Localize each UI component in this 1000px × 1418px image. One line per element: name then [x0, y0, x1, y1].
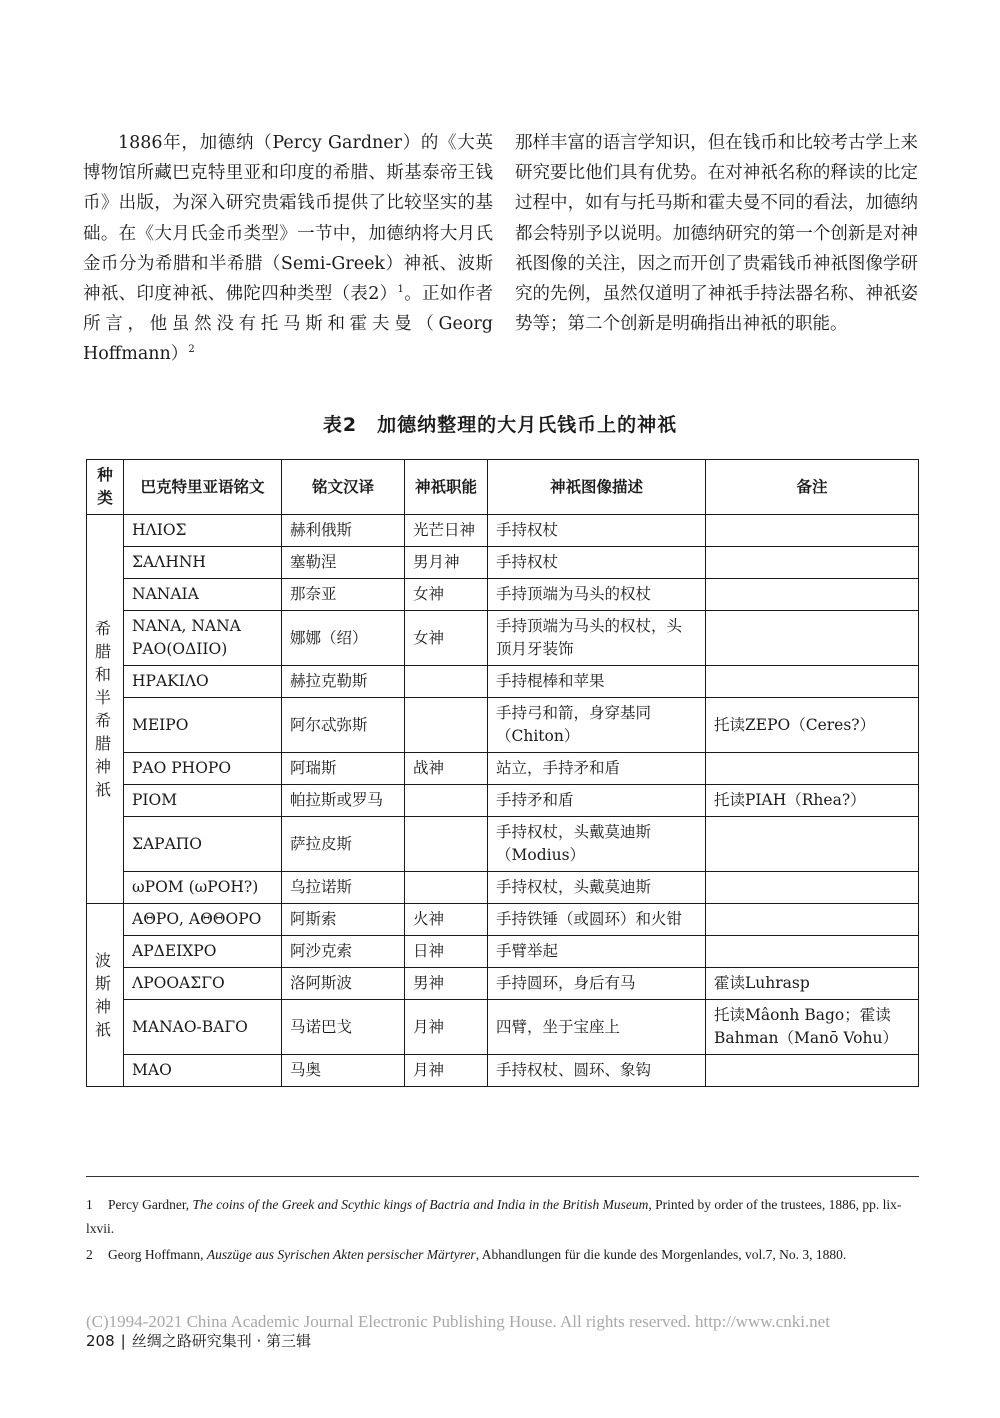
function-cell: 月神: [405, 1055, 488, 1087]
table-row: [87, 872, 919, 904]
function-cell: 男月神: [405, 547, 488, 579]
translation-cell: 赫利俄斯: [282, 515, 405, 547]
function-cell: 女神: [405, 611, 488, 666]
table-row: [87, 515, 919, 547]
function-cell: [405, 666, 488, 698]
table-row: [87, 936, 919, 968]
inscription-cell: ΑΘΡΟ, ΑΘΘΟΡΟ: [124, 904, 282, 936]
notes-cell: 霍读Luhrasp: [706, 968, 919, 1000]
notes-cell: [706, 1055, 919, 1087]
footnote-text: , Abhandlungen für die kunde des Morgenlandes, vol.7, No. 3, 1880.: [475, 1247, 847, 1262]
category-label: 波 斯 神 祇: [95, 951, 112, 1039]
table-row: [87, 1000, 919, 1055]
translation-cell: 乌拉诺斯: [282, 872, 405, 904]
table-header-row: [87, 460, 919, 515]
header-translation: 铭文汉译: [282, 460, 405, 515]
category-label: 希 腊 和 半 希 腊 神 祇: [95, 619, 112, 799]
body-paragraph: 那样丰富的语言学知识，但在钱币和比较考古学上来研究要比他们具有优势。在对神祇名称的释读的比定过程中，如有与托马斯和霍夫曼不同的看法，加德纳都会特别予以说明。加德纳研究的第一个创新是对神祇图像的关注，因之而开创了贵霜钱币神祇图像学研究的先例，虽然仅道明了神祇手持法器名称、神祇姿势等；第二个创新是明确指出神祇的职能。: [515, 133, 918, 335]
footnote-title: Auszüge aus Syrischen Akten persischer Märtyrer: [206, 1247, 476, 1262]
translation-cell: 马诺巴戈: [282, 1000, 405, 1055]
footnote-ref[interactable]: 1: [397, 284, 404, 296]
description-cell: 手持圆环，身后有马: [488, 968, 706, 1000]
description-cell: 手持顶端为马头的权杖: [488, 579, 706, 611]
translation-cell: 阿瑞斯: [282, 753, 405, 785]
table-row: [87, 547, 919, 579]
inscription-cell: ΡΙΟΜ: [124, 785, 282, 817]
inscription-cell: ΗΡΑΚΙΛΟ: [124, 666, 282, 698]
footnote-number: 2: [86, 1247, 93, 1262]
table-row: [87, 579, 919, 611]
translation-cell: 洛阿斯波: [282, 968, 405, 1000]
function-cell: [405, 698, 488, 753]
footnote-1: [86, 1193, 916, 1241]
footnote-divider: [86, 1176, 919, 1177]
function-cell: [405, 817, 488, 872]
inscription-cell: ΜΑΝΑΟ-ΒΑΓΟ: [124, 1000, 282, 1055]
notes-cell: [706, 872, 919, 904]
notes-cell: [706, 611, 919, 666]
table-row: [87, 753, 919, 785]
paragraph-text: 1886年，加德纳（Percy Gardner）的《大英博物馆所藏巴克特里亚和印度的希腊、斯基泰帝王钱币》出版，为深入研究贵霜钱币提供了比较坚实的基础。在《大月氏金币类型》一节中，加德纳将大月氏金币分为希腊和半希腊（Semi-Greek）神祇、波斯神祇、印度神祇、佛陀四种类型（表2）: [83, 133, 493, 305]
table-row: [87, 785, 919, 817]
table-caption: 表2 加德纳整理的大月氏钱币上的神祇: [322, 414, 678, 436]
journal-name: 丝绸之路研究集刊 · 第三辑: [131, 1332, 312, 1350]
translation-cell: 赫拉克勒斯: [282, 666, 405, 698]
table-row: [87, 904, 919, 936]
notes-cell: [706, 936, 919, 968]
description-cell: 手持权杖: [488, 515, 706, 547]
inscription-cell: ΜΕΙΡΟ: [124, 698, 282, 753]
function-cell: 月神: [405, 1000, 488, 1055]
inscription-cell: ΝΑΝΑΙΑ: [124, 579, 282, 611]
description-cell: 手持权杖: [488, 547, 706, 579]
header-description: 神祇图像描述: [488, 460, 706, 515]
inscription-cell: ΡΑΟ ΡΗΟΡΟ: [124, 753, 282, 785]
footnote-text: Printed by order of the trustees, 1886, pp. lix-lxvii.: [86, 1197, 902, 1236]
function-cell: [405, 785, 488, 817]
function-cell: 战神: [405, 753, 488, 785]
inscription-cell: ΗΛΙΟΣ: [124, 515, 282, 547]
table-row: [87, 611, 919, 666]
category-cell: [87, 904, 124, 1087]
function-cell: 光芒日神: [405, 515, 488, 547]
table-row: [87, 968, 919, 1000]
notes-cell: [706, 579, 919, 611]
notes-cell: [706, 547, 919, 579]
description-cell: 手持权杖、圆环、象钩: [488, 1055, 706, 1087]
notes-cell: [706, 753, 919, 785]
footnote-author: Georg Hoffmann,: [108, 1247, 207, 1262]
description-cell: 手持棍棒和苹果: [488, 666, 706, 698]
inscription-cell: ΣΑΡΑΠΟ: [124, 817, 282, 872]
function-cell: [405, 872, 488, 904]
footnote-ref[interactable]: 2: [188, 344, 195, 356]
paragraph-text: 。正如作者所言，他虽然没有托马斯和霍夫曼（Georg Hoffmann）: [83, 284, 494, 365]
table-row: [87, 666, 919, 698]
description-cell: 手臂举起: [488, 936, 706, 968]
function-cell: 火神: [405, 904, 488, 936]
translation-cell: 阿尔忒弥斯: [282, 698, 405, 753]
description-cell: 手持顶端为马头的权杖，头顶月牙装饰: [488, 611, 706, 666]
notes-cell: 托读ΖΕΡΟ（Ceres?）: [706, 698, 919, 753]
notes-cell: 托读ΡΙΑΗ（Rhea?）: [706, 785, 919, 817]
footnote-title: The coins of the Greek and Scythic kings of Bactria and India in the British Museum,: [192, 1197, 652, 1212]
header-function: 神祇职能: [405, 460, 488, 515]
footnote-number: 1: [86, 1197, 93, 1212]
description-cell: 手持权杖，头戴莫迪斯（Modius）: [488, 817, 706, 872]
table-row: [87, 698, 919, 753]
inscription-cell: ΑΡΔΕΙΧΡΟ: [124, 936, 282, 968]
notes-cell: 托读Mâonh Bago；霍读Bahman（Manō Vohu）: [706, 1000, 919, 1055]
translation-cell: 马奥: [282, 1055, 405, 1087]
table-row: [87, 1055, 919, 1087]
description-cell: 手持铁锤（或圆环）和火钳: [488, 904, 706, 936]
notes-cell: [706, 904, 919, 936]
header-inscription: 巴克特里亚语铭文: [124, 460, 282, 515]
page-number: 208: [86, 1332, 115, 1350]
inscription-cell: ΜΑΟ: [124, 1055, 282, 1087]
translation-cell: 帕拉斯或罗马: [282, 785, 405, 817]
translation-cell: 塞勒涅: [282, 547, 405, 579]
translation-cell: 娜娜（绍）: [282, 611, 405, 666]
body-column-left: [83, 128, 493, 370]
body-column-right: [515, 128, 918, 339]
inscription-cell: ΣΑΛΗΝΗ: [124, 547, 282, 579]
deity-table: [86, 459, 919, 1087]
function-cell: 女神: [405, 579, 488, 611]
table-body: [87, 515, 919, 1087]
copyright-watermark: (C)1994-2021 China Academic Journal Electronic Publishing House. All rights reserved. http://www.cnki.net: [86, 1312, 830, 1331]
footnote-2: [86, 1243, 916, 1267]
category-cell: [87, 515, 124, 904]
translation-cell: 那奈亚: [282, 579, 405, 611]
description-cell: 站立，手持矛和盾: [488, 753, 706, 785]
body-paragraph: [83, 128, 493, 370]
description-cell: 手持矛和盾: [488, 785, 706, 817]
translation-cell: 阿沙克索: [282, 936, 405, 968]
header-notes: 备注: [706, 460, 919, 515]
footnote-author: Percy Gardner,: [108, 1197, 193, 1212]
function-cell: 日神: [405, 936, 488, 968]
notes-cell: [706, 666, 919, 698]
footer-separator: |: [120, 1332, 126, 1350]
table-row: [87, 817, 919, 872]
notes-cell: [706, 817, 919, 872]
description-cell: 四臂，坐于宝座上: [488, 1000, 706, 1055]
description-cell: 手持权杖，头戴莫迪斯: [488, 872, 706, 904]
page-footer: [86, 1330, 311, 1351]
notes-cell: [706, 515, 919, 547]
inscription-cell: ΝΑΝΑ, ΝΑΝΑ ΡΑΟ(ΟΔΙΙΟ): [124, 611, 282, 666]
translation-cell: 阿斯索: [282, 904, 405, 936]
inscription-cell: ΛΡΟΟΑΣΓΟ: [124, 968, 282, 1000]
function-cell: 男神: [405, 968, 488, 1000]
translation-cell: 萨拉皮斯: [282, 817, 405, 872]
header-category: 种类: [87, 460, 124, 515]
inscription-cell: ωΡΟΜ (ωΡΟΗ?): [124, 872, 282, 904]
description-cell: 手持弓和箭，身穿基同（Chiton）: [488, 698, 706, 753]
